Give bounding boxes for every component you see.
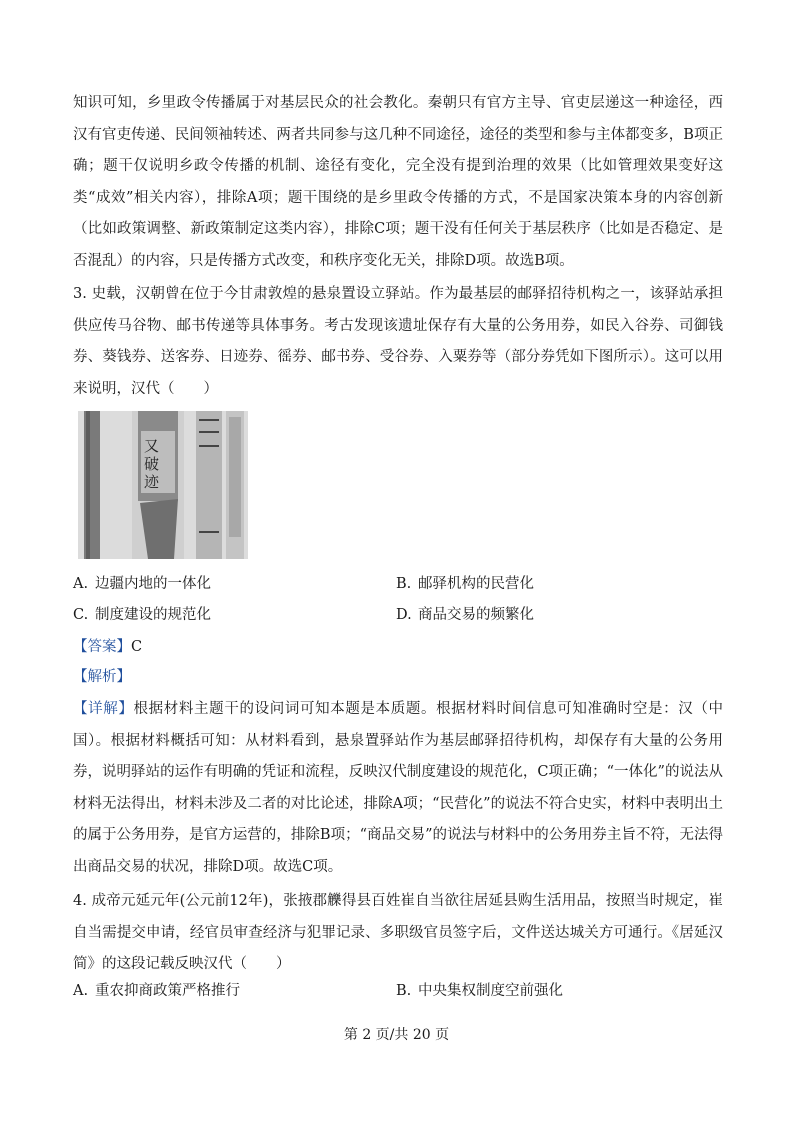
question-3-stem: 3. 史载，汉朝曾在位于今甘肃敦煌的悬泉置设立驿站。作为最基层的邮驿招待机构之一，该驿站承担供应传马谷物、邮书传递等具体事务。考古发现该遗址保存有大量的公务用券，如民入谷券、司御钱券、葵钱券、送客券、日迹券、徭券、邮书券、受谷券、入粟券等（部分券凭如下图所示）。这可以用来说明，汉代（ ） [73,286,723,397]
bamboo-slips-figure [78,411,248,559]
q3-analysis-tag: 【解析】 [73,669,131,685]
answer-tag: 【答案】 [73,639,131,655]
svg-text:破: 破 [144,455,160,473]
svg-text:迹: 迹 [144,473,160,491]
q4-option-a: A. 重农抑商政策严格推行 [73,983,240,999]
q3-detail-paragraph [73,694,723,883]
question-4-stem: 4. 成帝元延元年(公元前12年)，张掖郡觻得县百姓崔自当欲往居延县购生活用品，按照当时规定，崔自当需提交申请，经官员审查经济与犯罪记录、多职级官员签字后，文件送达城关方可通行。《居延汉简》的这段记载反映汉代（ ） [73,893,723,972]
q3-option-d: D. 商品交易的频繁化 [396,607,534,623]
q3-answer [73,637,142,657]
q4-option-b: B. 中央集权制度空前强化 [396,983,563,999]
q3-option-a: A. 边疆内地的一体化 [73,576,211,592]
detail-tag: 【详解】 [73,701,134,717]
previous-explanation-paragraph: 知识可知，乡里政令传播属于对基层民众的社会教化。秦朝只有官方主导、官吏层递这一种途径，西汉有官吏传递、民间领袖转述、两者共同参与这几种不同途径，途径的类型和参与主体都变多，B项正确；题干仅说明乡政令传播的机制、途径有变化，完全没有提到治理的效果（比如管理效果变好这类“成效”相关内容），排除A项；题干围绕的是乡里政令传播的方式，不是国家决策本身的内容创新（比如政策调整、新政策制定这类内容），排除C项；题干没有任何关于基层秩序（比如是否稳定、是否混乱）的内容，只是传播方式改变，和秩序变化无关，排除D项。故选B项。 [73,95,723,269]
detail-text: 根据材料主题干的设问词可知本题是本质题。根据材料时间信息可知准确时空是：汉（中国）。根据材料概括可知：从材料看到，悬泉置驿站作为基层邮驿招待机构，却保存有大量的公务用券，说明驿站的运作有明确的凭证和流程，反映汉代制度建设的规范化，C项正确；“一体化”的说法从材料无法得出，材料未涉及二者的对比论述，排除A项；“民营化”的说法不符合史实，材料中表明出土的属于公务用券，是官方运营的，排除B项；“商品交易”的说法与材料中的公务用券主旨不符，无法得出商品交易的状况，排除D项。故选C项。 [73,701,724,875]
answer-value: C [131,639,143,655]
page-footer: 第 2 页/共 20 页 [343,1027,450,1043]
bamboo-slips-image [78,411,248,559]
svg-text:又: 又 [144,437,160,455]
q3-option-c: C. 制度建设的规范化 [73,607,211,623]
q3-option-b: B. 邮驿机构的民营化 [396,576,534,592]
